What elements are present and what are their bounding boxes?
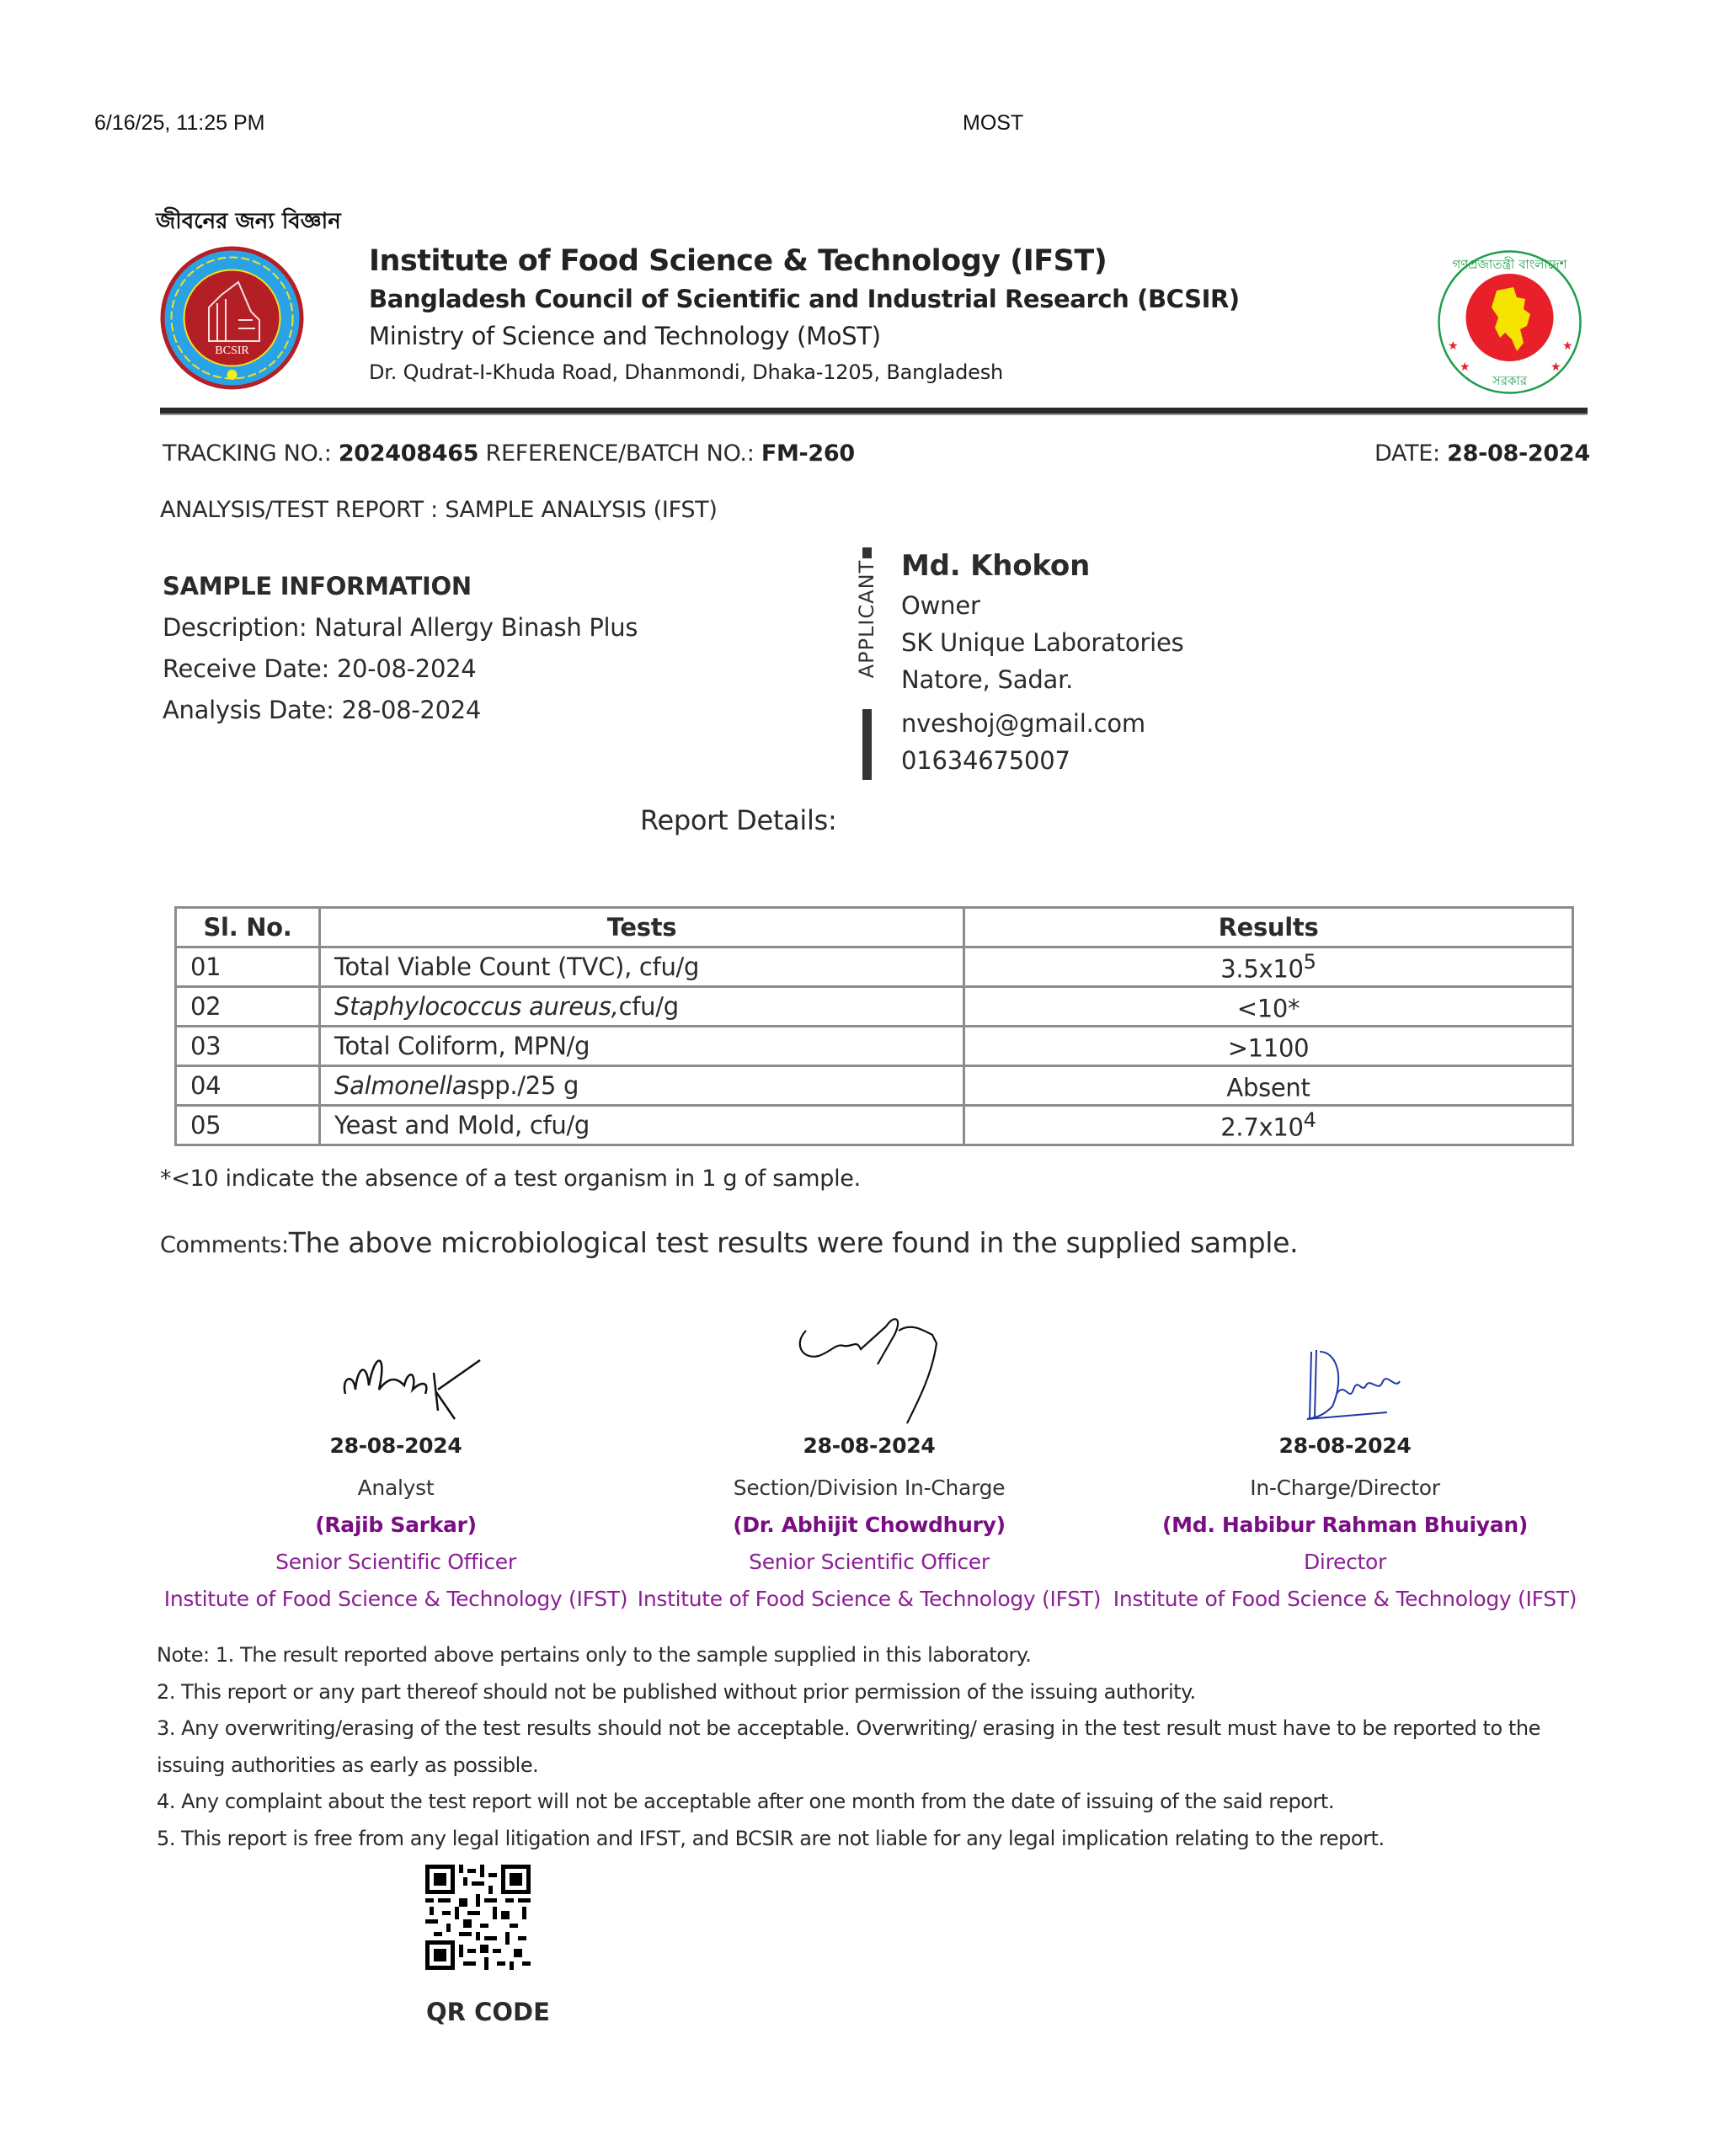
row-result: $3.5x10^5$	[964, 947, 1573, 987]
signatory-date: 28-08-2024	[1278, 1433, 1412, 1458]
signatory-role: Section/Division In-Charge	[733, 1476, 1006, 1500]
signatory-name: (Md. Habibur Rahman Bhuiyan)	[1162, 1513, 1528, 1537]
notes-section	[157, 1637, 1597, 1857]
signatory-title: Senior Scientific Officer	[275, 1550, 516, 1574]
svg-text:BCSIR: BCSIR	[215, 344, 249, 357]
tagline: জীবনের জন্য বিজ্ঞান	[156, 209, 341, 234]
report-details-heading: Report Details:	[640, 804, 837, 836]
note-item: 3. Any overwriting/erasing of the test results should not be acceptable. Overwriting/ erasing in the test result must have to be reported to the issuing authorities as early as possible.	[157, 1716, 1540, 1777]
ministry-name: Ministry of Science and Technology (MoST)	[369, 322, 881, 350]
table-row	[176, 987, 1573, 1027]
signatory-institute: Institute of Food Science & Technology (IFST)	[1113, 1587, 1577, 1611]
institute-address: Dr. Qudrat-I-Khuda Road, Dhanmondi, Dhaka-1205, Bangladesh	[369, 360, 1004, 384]
sample-receive-date: Receive Date: 20-08-2024	[163, 654, 477, 683]
svg-text:★: ★	[1562, 339, 1573, 352]
table-row	[176, 1066, 1573, 1106]
signatory-title: Senior Scientific Officer	[749, 1550, 990, 1574]
table-footnote: *<10 indicate the absence of a test organism in 1 g of sample.	[160, 1166, 861, 1192]
sample-description: Description: Natural Allergy Binash Plus	[163, 613, 638, 642]
row-sl: 05	[176, 1106, 320, 1145]
signature-icon	[160, 1301, 632, 1432]
signatory-analyst	[160, 1301, 632, 1611]
qr-code-label: QR CODE	[426, 1998, 550, 2026]
applicant-name: Md. Khokon	[901, 549, 1091, 583]
note-item: 4. Any complaint about the test report will not be acceptable after one month from the date of issuing of the said report.	[157, 1790, 1335, 1813]
table-row	[176, 947, 1573, 987]
sample-info-heading: SAMPLE INFORMATION	[163, 572, 472, 600]
sample-information	[163, 566, 638, 731]
date-value: 28-08-2024	[1447, 440, 1590, 467]
signatory-date: 28-08-2024	[329, 1433, 462, 1458]
applicant-label: APPLICANT	[855, 559, 878, 679]
bcsir-logo-icon	[158, 244, 306, 392]
row-result: Absent	[964, 1066, 1573, 1106]
applicant-company: SK Unique Laboratories	[901, 628, 1184, 657]
svg-text:★: ★	[1551, 360, 1561, 373]
row-test: Yeast and Mold, cfu/g	[320, 1106, 964, 1145]
row-test: Staphylococcus aureus,cfu/g	[320, 987, 964, 1027]
applicant-designation: Owner	[901, 591, 980, 620]
signatory-director	[1109, 1301, 1581, 1611]
print-datetime: 6/16/25, 11:25 PM	[94, 111, 265, 135]
table-row	[176, 1106, 1573, 1145]
row-result: <10*	[964, 987, 1573, 1027]
row-test: Total Viable Count (TVC), cfu/g	[320, 947, 964, 987]
reference-label: REFERENCE/BATCH NO.:	[485, 440, 755, 467]
signatory-name: (Dr. Abhijit Chowdhury)	[733, 1513, 1006, 1537]
tracking-info	[163, 440, 855, 467]
signatory-name: (Rajib Sarkar)	[315, 1513, 477, 1537]
comments-text: The above microbiological test results were found in the supplied sample.	[288, 1226, 1299, 1259]
tracking-number: 202408465	[338, 440, 479, 467]
signature-icon	[1109, 1301, 1581, 1432]
svg-text:সরকার: সরকার	[1492, 373, 1528, 388]
header-divider	[160, 408, 1588, 415]
row-sl: 04	[176, 1066, 320, 1106]
signatory-section-in-charge	[633, 1301, 1105, 1611]
signatory-title: Director	[1303, 1550, 1387, 1574]
government-seal-icon	[1436, 248, 1583, 396]
row-sl: 02	[176, 987, 320, 1027]
applicant-email: nveshoj@gmail.com	[901, 709, 1145, 738]
print-title: MOST	[963, 111, 1024, 135]
sample-analysis-date: Analysis Date: 28-08-2024	[163, 696, 482, 724]
reference-number: FM-260	[761, 440, 855, 467]
table-row	[176, 1027, 1573, 1066]
council-name: Bangladesh Council of Scientific and Industrial Research (BCSIR)	[369, 285, 1240, 313]
signatory-role: In-Charge/Director	[1250, 1476, 1440, 1500]
comments	[160, 1226, 1298, 1259]
applicant-location: Natore, Sadar.	[901, 665, 1074, 694]
tracking-label: TRACKING NO.:	[163, 440, 332, 467]
svg-text:★: ★	[1448, 339, 1459, 352]
applicant-bar-top	[862, 547, 872, 558]
applicant-bar-bottom	[862, 709, 872, 780]
note-item: 2. This report or any part thereof should not be published without prior permission of the issuing authority.	[157, 1679, 1196, 1704]
note-item: Note: 1. The result reported above pertains only to the sample supplied in this laboratory.	[157, 1643, 1032, 1667]
column-header-sl: Sl. No.	[176, 908, 320, 947]
row-sl: 01	[176, 947, 320, 987]
date-label: DATE:	[1374, 440, 1440, 467]
signatory-role: Analyst	[357, 1476, 435, 1500]
signatory-institute: Institute of Food Science & Technology (IFST)	[163, 1587, 628, 1611]
institute-title: Institute of Food Science & Technology (IFST)	[369, 244, 1108, 278]
row-test: Total Coliform, MPN/g	[320, 1027, 964, 1066]
svg-text:★: ★	[1460, 360, 1470, 373]
qr-code-icon[interactable]	[425, 1865, 531, 1970]
row-result: $2.7x10^4$	[964, 1106, 1573, 1145]
results-table	[174, 906, 1574, 1146]
column-header-results: Results	[964, 908, 1573, 947]
signature-icon	[633, 1301, 1105, 1432]
svg-text:গণপ্রজাতন্ত্রী বাংলাদেশ: গণপ্রজাতন্ত্রী বাংলাদেশ	[1452, 257, 1567, 272]
signatory-date: 28-08-2024	[803, 1433, 936, 1458]
report-date	[1374, 440, 1590, 467]
applicant-phone: 01634675007	[901, 746, 1070, 775]
report-type: ANALYSIS/TEST REPORT : SAMPLE ANALYSIS (IFST)	[160, 497, 718, 523]
row-result: >1100	[964, 1027, 1573, 1066]
column-header-tests: Tests	[320, 908, 964, 947]
row-sl: 03	[176, 1027, 320, 1066]
comments-label: Comments:	[160, 1232, 289, 1258]
signatory-institute: Institute of Food Science & Technology (IFST)	[637, 1587, 1102, 1611]
table-header-row	[176, 908, 1573, 947]
row-test: Salmonellaspp./25 g	[320, 1066, 964, 1106]
note-item: 5. This report is free from any legal litigation and IFST, and BCSIR are not liable for any legal implication relating to the report.	[157, 1826, 1385, 1850]
